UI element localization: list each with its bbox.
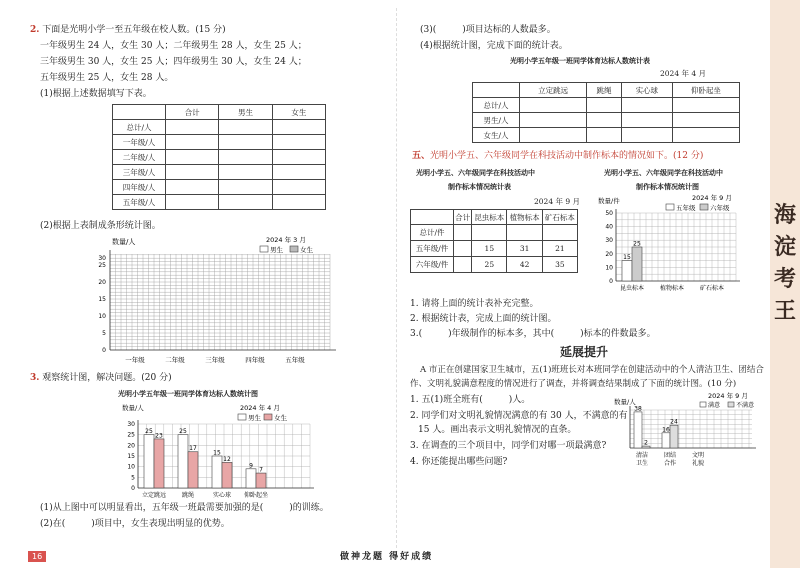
answer-cell[interactable]	[272, 135, 325, 150]
table-cell: 21	[542, 241, 577, 257]
q2-table-head: 女生	[272, 105, 325, 120]
answer-cell[interactable]	[166, 195, 219, 210]
xtick: 矿石标本	[699, 285, 725, 292]
data-label: 9	[249, 462, 253, 470]
ext-q1: 1. 五(1)班全班有( )人。	[410, 395, 531, 405]
xtick: 昆虫标本	[619, 285, 645, 292]
legend-swatch-g5	[666, 204, 674, 210]
data-label: 23	[155, 432, 163, 440]
legend-swatch-girls	[290, 246, 298, 252]
ytick: 10	[127, 463, 135, 471]
ext-q4: 4. 你还能提出哪些问题?	[410, 457, 508, 467]
q5-sub1: 1. 请将上面的统计表补充完整。	[410, 299, 539, 309]
answer-cell[interactable]	[520, 98, 587, 113]
bar	[178, 435, 188, 488]
q2-line-3: 五年级男生 25 人，女生 28 人。	[40, 73, 174, 83]
q3-sub2: (2)在( )项目中，女生表现出明显的优势。	[40, 519, 230, 529]
legend-swatch-g6	[700, 204, 708, 210]
ytick: 15	[127, 453, 135, 460]
data-label: 2	[644, 439, 648, 447]
q2-row-label: 四年级/人	[113, 180, 166, 195]
xtick: 清洁	[635, 452, 649, 459]
answer-cell[interactable]	[272, 195, 325, 210]
ytick: 30	[98, 255, 106, 262]
q2-legend-boys: 男生	[270, 246, 283, 254]
xtick: 礼貌	[691, 460, 705, 467]
answer-cell[interactable]	[587, 113, 622, 128]
q2-stem: 2. 下面是光明小学一至五年级在校人数。(15 分)	[30, 25, 226, 35]
q5-stem: 五、光明小学五、六年级同学在科技活动中制作标本的情况如下。(12 分)	[412, 151, 704, 161]
answer-cell[interactable]	[166, 150, 219, 165]
page-number: 16	[28, 551, 46, 562]
q2-row-label: 五年级/人	[113, 195, 166, 210]
answer-cell[interactable]	[621, 98, 672, 113]
table-head: 植物标本	[507, 210, 542, 225]
xtick: 卫生	[635, 460, 649, 467]
chart3-legend-dissatisfied: 不满意	[736, 402, 755, 409]
xtick: 文明	[691, 452, 705, 459]
ytick: 0	[609, 278, 613, 285]
bar	[634, 412, 642, 448]
chart1-legend-girls: 女生	[274, 414, 287, 422]
chart2-legend-g6: 六年级	[710, 204, 730, 212]
row-label: 五年级/件	[411, 241, 454, 257]
table-head: 仰卧起坐	[672, 83, 739, 98]
q3-stem: 3. 观察统计图，解决问题。(20 分)	[30, 373, 172, 383]
xtick: 实心球	[212, 492, 232, 499]
legend-swatch-satisfied	[700, 402, 706, 407]
chart1-ylabel: 数量/人	[122, 404, 144, 412]
answer-cell[interactable]	[454, 257, 472, 273]
data-label: 38	[634, 405, 642, 413]
ytick: 40	[605, 223, 613, 231]
answer-cell[interactable]	[219, 195, 272, 210]
q3-sub3: (3)( )项目达标的人数最多。	[420, 25, 556, 35]
data-label: 12	[223, 455, 231, 463]
specimen-chart-title-1: 光明小学五、六年级同学在科技活动中	[604, 168, 723, 177]
answer-cell[interactable]	[672, 98, 739, 113]
q2-chart-date: 2024 年 3 月	[266, 236, 306, 244]
answer-cell[interactable]	[219, 135, 272, 150]
q2-table-head: 合计	[166, 105, 219, 120]
xtick: 跳绳	[181, 492, 195, 499]
data-label: 25	[633, 240, 641, 248]
chart1-date: 2024 年 4 月	[240, 404, 280, 412]
answer-cell[interactable]	[219, 150, 272, 165]
table-head: 跳绳	[587, 83, 622, 98]
data-label: 24	[670, 418, 678, 426]
xtick: 三年级	[205, 356, 225, 364]
ytick: 10	[605, 264, 613, 272]
data-label: 25	[145, 428, 153, 436]
row-label: 六年级/件	[411, 257, 454, 273]
ytick: 10	[98, 313, 106, 320]
answer-cell[interactable]	[272, 180, 325, 195]
legend-swatch-girls	[264, 414, 272, 420]
ytick: 0	[102, 347, 106, 354]
table-head: 立定跳远	[520, 83, 587, 98]
table-cell: 42	[507, 257, 542, 273]
legend-swatch-boys	[260, 246, 268, 252]
table-head: 实心球	[621, 83, 672, 98]
q2-chart-ylabel: 数量/人	[112, 238, 136, 246]
q2-table	[112, 104, 326, 210]
table-cell: 31	[507, 241, 542, 257]
ytick: 5	[102, 330, 106, 337]
q2-grid	[110, 250, 336, 350]
xtick: 二年级	[165, 356, 185, 364]
q3-sub1: (1)从上图中可以明显看出，五年级一班最需要加强的是( )的训练。	[40, 503, 329, 513]
table-corner	[473, 83, 520, 98]
xtick: 四年级	[245, 356, 265, 364]
chart3-date: 2024 年 9 月	[708, 392, 748, 400]
ext-q3: 3. 在调查的三个项目中，同学们对哪一项最满意?	[410, 441, 607, 451]
chart3-ylabel: 数量/人	[614, 398, 636, 406]
q2-table-head: 男生	[219, 105, 272, 120]
q2-line-2: 三年级男生 30 人，女生 25 人；四年级男生 30 人，女生 24 人；	[40, 57, 307, 67]
answer-cell[interactable]	[219, 165, 272, 180]
answer-cell[interactable]	[454, 225, 472, 241]
q2-blank-chart	[80, 234, 380, 364]
answer-cell[interactable]	[272, 165, 325, 180]
bar	[622, 261, 632, 281]
row-label: 女生/人	[473, 128, 520, 143]
specimen-table	[410, 209, 578, 273]
chart2-date: 2024 年 9 月	[692, 194, 732, 202]
chart1-legend-boys: 男生	[248, 414, 261, 422]
table-cell: 25	[472, 257, 507, 273]
legend-swatch-boys	[238, 414, 246, 420]
chart3	[612, 390, 762, 476]
q2-legend-girls: 女生	[300, 246, 313, 254]
specimen-chart-title-2: 制作标本情况统计图	[636, 182, 699, 191]
chart1	[120, 402, 320, 502]
data-label: 15	[213, 449, 221, 457]
chart2	[596, 193, 756, 297]
chart2-legend-g5: 五年级	[676, 204, 696, 212]
table-cell: 35	[542, 257, 577, 273]
answer-cell[interactable]	[166, 120, 219, 135]
fitness-table-date: 2024 年 4 月	[660, 69, 707, 78]
bar	[670, 425, 678, 448]
answer-cell[interactable]	[587, 128, 622, 143]
chart2-ylabel: 数量/件	[598, 197, 620, 205]
table-head: 矿石标本	[542, 210, 577, 225]
answer-cell[interactable]	[672, 113, 739, 128]
sidebar	[770, 0, 800, 568]
ytick: 30	[127, 421, 135, 428]
ext-q2-line1: 2. 同学们对文明礼貌情况满意的有 30 人，不满意的有	[410, 411, 628, 421]
ytick: 30	[605, 237, 613, 245]
xtick: 五年级	[285, 356, 305, 364]
table-head: 合计	[454, 210, 472, 225]
answer-cell[interactable]	[587, 98, 622, 113]
q2-row-label: 二年级/人	[113, 150, 166, 165]
answer-cell[interactable]	[166, 180, 219, 195]
q2-sub1: (1)根据上述数据填写下表。	[40, 89, 152, 99]
answer-cell[interactable]	[621, 128, 672, 143]
ytick: 5	[131, 474, 135, 482]
bar	[256, 473, 266, 488]
ytick: 50	[605, 210, 613, 217]
bar	[222, 462, 232, 488]
ext-q2-line2: 15 人。画出表示文明礼貌情况的直条。	[418, 425, 577, 435]
answer-cell[interactable]	[507, 225, 542, 241]
answer-cell[interactable]	[219, 180, 272, 195]
row-label: 男生/人	[473, 113, 520, 128]
q2-table-corner	[113, 105, 166, 120]
extension-intro-1: A 市正在创建国家卫生城市，五(1)班班长对本班同学在创建活动中的个人清洁卫生、团结合	[420, 365, 764, 375]
answer-cell[interactable]	[542, 225, 577, 241]
answer-cell[interactable]	[472, 225, 507, 241]
answer-cell[interactable]	[672, 128, 739, 143]
data-label: 7	[259, 466, 263, 474]
ytick: 20	[127, 442, 135, 450]
specimen-table-title-1: 光明小学五、六年级同学在科技活动中	[416, 168, 535, 177]
specimen-table-date: 2024 年 9 月	[534, 197, 581, 206]
ytick: 0	[131, 485, 135, 492]
q2-row-label: 三年级/人	[113, 165, 166, 180]
xtick: 立定跳远	[141, 492, 167, 499]
answer-cell[interactable]	[520, 128, 587, 143]
answer-cell[interactable]	[454, 241, 472, 257]
xtick: 团结	[663, 452, 677, 459]
ytick: 25	[127, 431, 135, 439]
answer-cell[interactable]	[272, 150, 325, 165]
brand-logo: 海淀考王	[773, 203, 796, 324]
q2-line-1: 一年级男生 24 人，女生 30 人；二年级男生 28 人，女生 25 人；	[40, 41, 307, 51]
table-cell: 15	[472, 241, 507, 257]
fitness-table-title: 光明小学五年级一班同学体育达标人数统计表	[510, 56, 650, 65]
specimen-table-title-2: 制作标本情况统计表	[448, 182, 511, 191]
extension-heading: 延展提升	[560, 345, 609, 359]
column-divider	[396, 8, 397, 548]
chart1-title: 光明小学五年级一班同学体育达标人数统计图	[118, 389, 258, 398]
answer-cell[interactable]	[219, 120, 272, 135]
extension-intro-2: 作、文明礼貌满意程度的情况进行了调查，并将调查结果制成了下面的统计图。(10 分)	[410, 379, 737, 389]
answer-cell[interactable]	[621, 113, 672, 128]
q2-row-label: 总计/人	[113, 120, 166, 135]
legend-swatch-dissatisfied	[728, 402, 734, 407]
bar	[212, 456, 222, 488]
data-label: 15	[623, 254, 631, 262]
xtick: 仰卧起坐	[243, 492, 269, 499]
fitness-table	[472, 82, 740, 143]
data-label: 25	[179, 428, 187, 436]
answer-cell[interactable]	[166, 165, 219, 180]
footer-slogan: 做神龙题 得好成绩	[340, 552, 434, 562]
q2-sub2: (2)根据上表制成条形统计图。	[40, 221, 161, 231]
xtick: 合作	[663, 460, 677, 467]
bar	[632, 247, 642, 281]
bar	[188, 452, 198, 488]
bar	[662, 433, 670, 448]
xtick: 植物标本	[659, 285, 685, 292]
row-label: 总计/件	[411, 225, 454, 241]
ytick: 20	[605, 250, 613, 258]
answer-cell[interactable]	[166, 135, 219, 150]
data-label: 17	[189, 445, 197, 453]
answer-cell[interactable]	[520, 113, 587, 128]
ytick: 20	[98, 279, 106, 286]
chart3-legend-satisfied: 满意	[708, 402, 721, 409]
q5-sub3: 3.( )年级制作的标本多，其中( )标本的件数最多。	[410, 329, 656, 339]
q3-sub4: (4)根据统计图，完成下面的统计表。	[420, 41, 568, 51]
row-label: 总计/人	[473, 98, 520, 113]
q2-row-label: 一年级/人	[113, 135, 166, 150]
xtick: 一年级	[125, 356, 145, 364]
ytick: 15	[98, 296, 106, 303]
bar	[144, 435, 154, 488]
data-label: 16	[662, 426, 670, 434]
bar	[246, 469, 256, 488]
answer-cell[interactable]	[272, 120, 325, 135]
table-corner	[411, 210, 454, 225]
q5-sub2: 2. 根据统计表，完成上面的统计图。	[410, 314, 557, 324]
ytick: 25	[98, 262, 106, 269]
bar	[154, 439, 164, 488]
table-head: 昆虫标本	[472, 210, 507, 225]
